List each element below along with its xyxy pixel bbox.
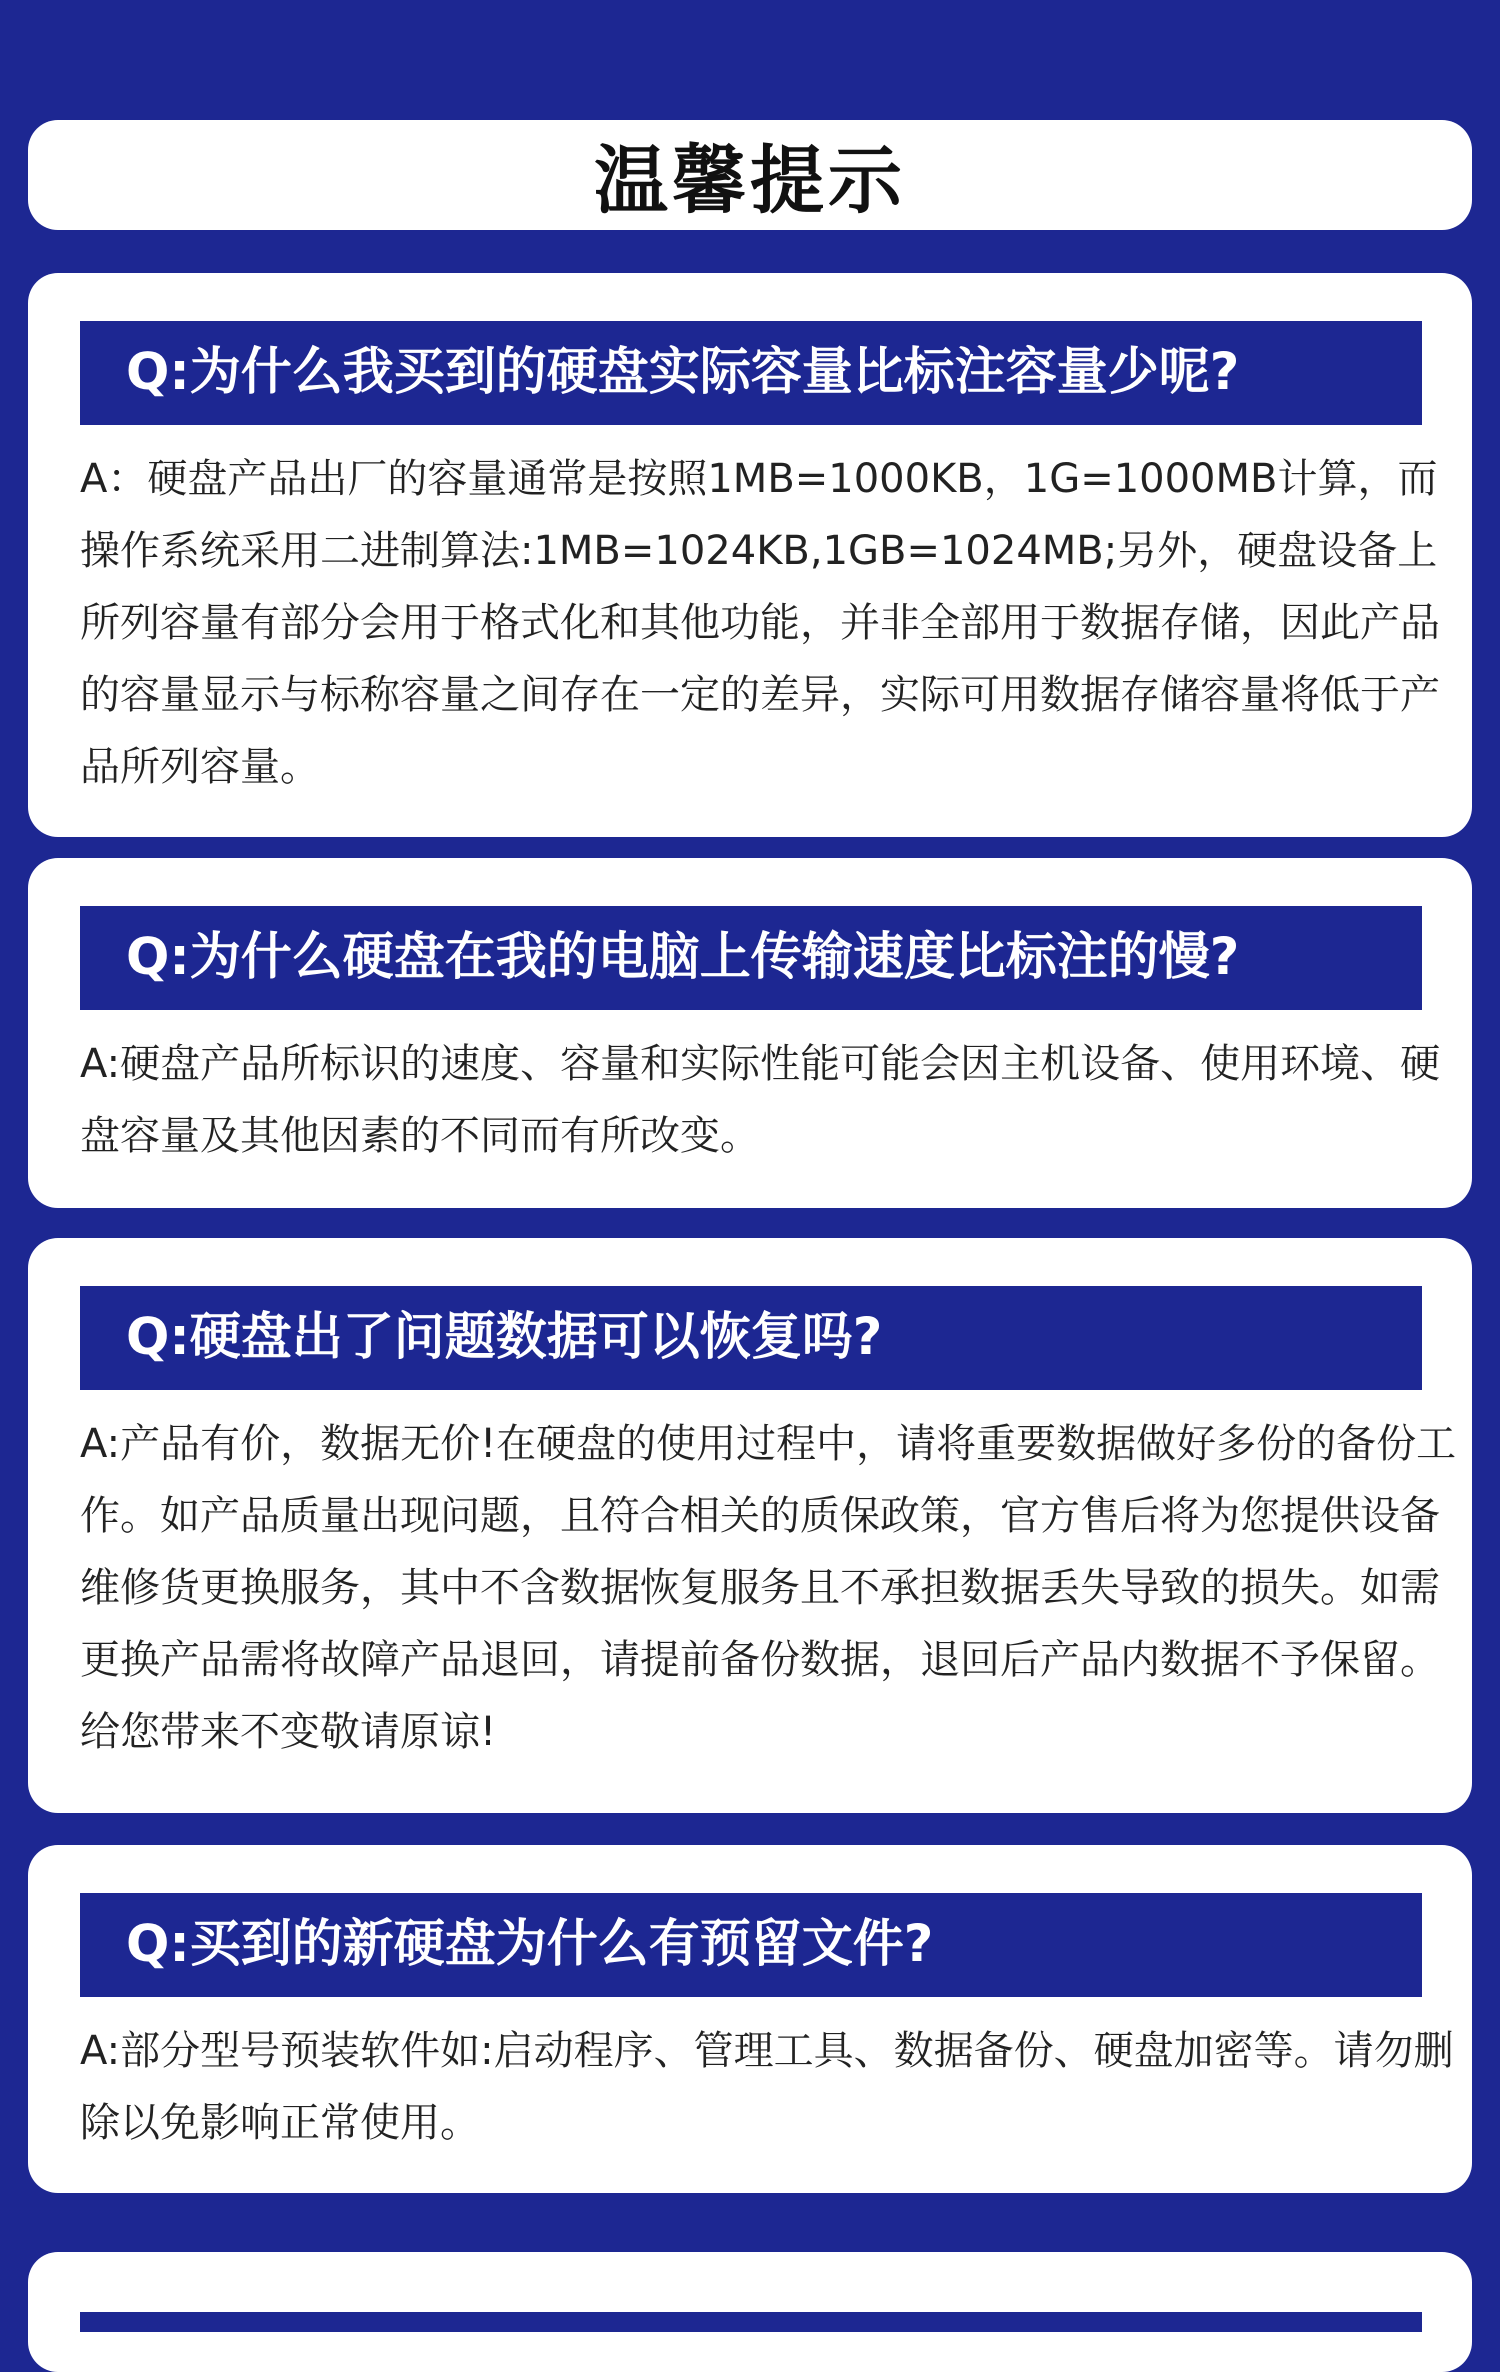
faq-question: Q:为什么我买到的硬盘实际容量比标注容量少呢?	[80, 321, 1422, 425]
faq-question: Q:买到的新硬盘为什么有预留文件?	[80, 1893, 1422, 1997]
faq-answer: A:部分型号预装软件如:启动程序、管理工具、数据备份、硬盘加密等。请勿删除以免影响正常使用。	[80, 2028, 1454, 2146]
faq-question-bar-partial	[80, 2312, 1422, 2332]
faq-answer: A:硬盘产品所标识的速度、容量和实际性能可能会因主机设备、使用环境、硬盘容量及其他因素的不同而有所改变。	[80, 1041, 1441, 1159]
page-title: 温馨提示	[594, 138, 906, 224]
faq-card-data-recovery	[28, 1238, 1472, 1813]
faq-answer: A:产品有价，数据无价!在硬盘的使用过程中，请将重要数据做好多份的备份工作。如产品质量出现问题，且符合相关的质保政策，官方售后将为您提供设备维修货更换服务，其中不含数据恢复服务且不承担数据丢失导致的损失。如需更换产品需将故障产品退回，请提前备份数据，退回后产品内数据不予保留。给您带来不变敬请原谅!	[80, 1421, 1457, 1755]
faq-question: Q:硬盘出了问题数据可以恢复吗?	[80, 1286, 1422, 1390]
faq-card-speed	[28, 858, 1472, 1208]
faq-card-preinstalled-files	[28, 1845, 1472, 2193]
faq-card-partial	[28, 2252, 1472, 2372]
faq-card-capacity	[28, 273, 1472, 837]
title-banner	[28, 120, 1472, 230]
faq-answer: A：硬盘产品出厂的容量通常是按照1MB=1000KB，1G=1000MB计算，而操作系统采用二进制算法:1MB=1024KB,1GB=1024MB;另外，硬盘设备上所列容量有部分会用于格式化和其他功能，并非全部用于数据存储，因此产品的容量显示与标称容量之间存在一定的差异，实际可用数据存储容量将低于产品所列容量。	[80, 456, 1440, 790]
faq-question: Q:为什么硬盘在我的电脑上传输速度比标注的慢?	[80, 906, 1422, 1010]
